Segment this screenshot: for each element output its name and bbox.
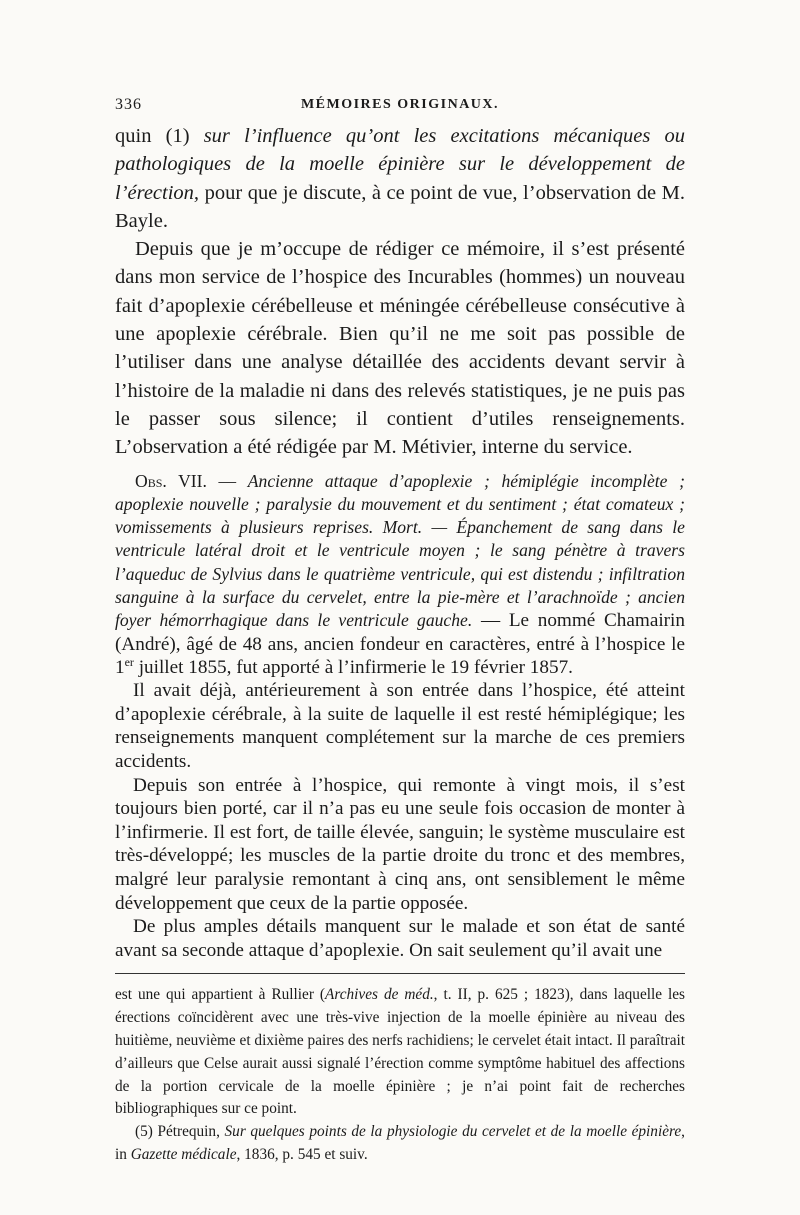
footnote-5-in: , in <box>115 1123 685 1163</box>
footnote-continuation <box>115 984 685 1121</box>
observation-paragraph-4: De plus amples détails manquent sur le malade et son état de santé avant sa seconde attaque d’apoplexie. On sait seulement qu’il avait une <box>115 916 685 961</box>
book-page <box>115 96 685 1167</box>
intro-pre: quin (1) <box>115 125 204 147</box>
intro-post: pour que je discute, à ce point de vue, l’observation de M. Bayle. <box>115 181 685 232</box>
footnote-5-title: Sur quelques points de la physiologie du cervelet et de la moelle épinière <box>224 1123 682 1141</box>
intro-title: sur l’influence qu’ont les excitations mécaniques ou pathologiques de la moelle épinière sur le développement de l’érection, <box>115 125 685 204</box>
page-header <box>115 96 685 122</box>
footnote-5 <box>115 1121 685 1167</box>
observation-header <box>115 470 685 680</box>
observation-paragraph-2: Il avait déjà, antérieurement à son entrée dans l’hospice, été atteint d’apoplexie cérébrale, à la suite de laquelle il est resté hémiplégique; les renseignements manquent complétement sur la marche de ces premiers accidents. <box>115 680 685 773</box>
observation-block <box>115 470 685 963</box>
running-title: MÉMOIRES ORIGINAUX. <box>300 97 500 112</box>
footnote-1-citation: Archives de méd. <box>325 986 434 1004</box>
footnotes <box>115 984 685 1166</box>
footnote-1-text-a: est une qui appartient à Rullier ( <box>115 986 326 1004</box>
observation-text-b: juillet 1855, fut apporté à l’infirmerie le 19 février 1857. <box>133 656 573 678</box>
observation-sup: er <box>124 655 134 670</box>
footnote-5-author: (5) Pétrequin, <box>135 1123 225 1141</box>
observation-text-a: — Le nommé Chamairin (André), âgé de 48 ans, ancien fondeur en caractères, entré à l’hospice le 1 <box>115 610 685 678</box>
observation-paragraph-3: Depuis son entrée à l’hospice, qui remonte à vingt mois, il s’est toujours bien porté, car il n’a pas eu une seule fois occasion de monter à l’infirmerie. Il est fort, de taille élevée, sanguin; le système musculaire est très-développé; les muscles de la partie droite du tronc et des membres, malgré leur paralysie remontant à cinq ans, ont sensiblement le même développement que ceux de la partie opposée. <box>115 774 685 914</box>
page-number: 336 <box>115 96 142 113</box>
footnote-5-journal: Gazette médicale <box>130 1145 237 1163</box>
footnote-5-pages: , 1836, p. 545 et suiv. <box>236 1145 368 1163</box>
paragraph-apoplexie: Depuis que je m’occupe de rédiger ce mémoire, il s’est présenté dans mon service de l’hospice des Incurables (hommes) un nouveau fait d’apoplexie cérébelleuse et méningée cérébelleuse consécutive à une apoplexie cérébrale. Bien qu’il ne me soit pas possible de l’utiliser dans une analyse détaillée des accidents devant servir à l’histoire de la maladie ni dans des relevés statistiques, je ne puis pas le passer sous silence; il contient d’utiles renseignements. L’observation a été rédigée par M. Métivier, interne du service. <box>115 238 685 459</box>
intro-paragraph <box>115 122 685 235</box>
observation-summary: Ancienne attaque d’apoplexie ; hémiplégie incomplète ; apoplexie nouvelle ; paralysie du mouvement et du sentiment ; état comateux ; vomissements à plusieurs reprises. Mort. — Épanchement de sang dans le ventricule latéral droit et le ventricule moyen ; le sang pénètre à travers l’aqueduc de Sylvius dans le quatrième ventricule, qui est distendu ; infiltration sanguine à la surface du cervelet, entre la pie-mère et l’arachnoïde ; ancien foyer hémorrhagique dans le ventricule gauche. <box>115 470 685 631</box>
observation-label: Obs. VII. — <box>135 470 248 491</box>
footnote-1-text-b: , t. II, p. 625 ; 1823), dans laquelle les érections coïncidèrent avec une très-vive injection de la moelle épinière au niveau des huitième, neuvième et dixième paires des nerfs rachidiens; le cervelet était intact. Il paraîtrait d’ailleurs que Celse aurait aussi signalé l’érection comme symptôme habituel des affections de la portion cervicale de la moelle épinière ; je n’ai point fait de recherches bibliographiques sur ce point. <box>115 986 685 1118</box>
footnote-rule <box>115 973 685 974</box>
